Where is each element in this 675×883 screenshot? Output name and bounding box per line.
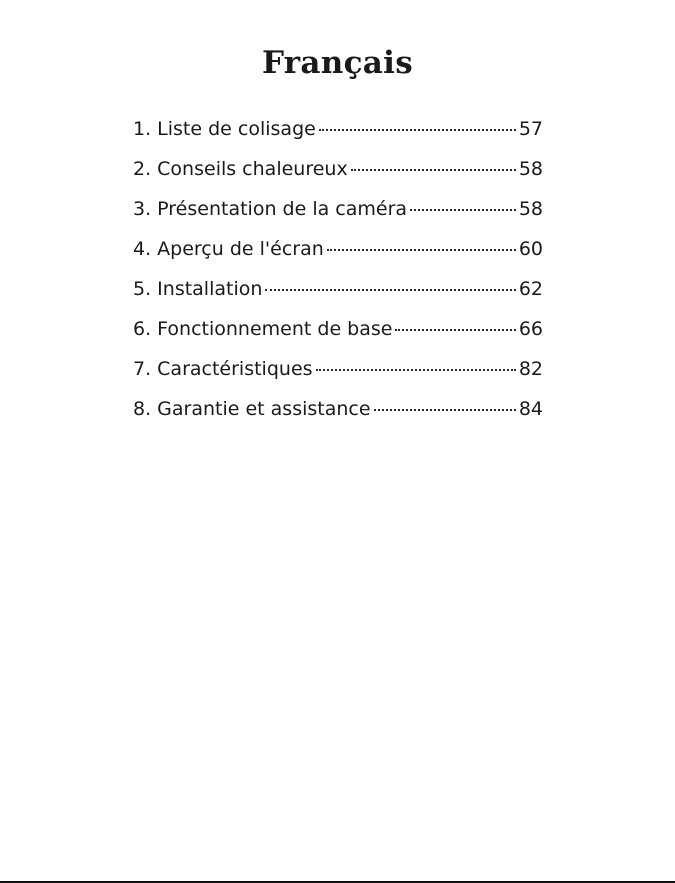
toc-entry-label: 3. Présentation de la caméra	[133, 198, 408, 220]
toc-entry-page-number: 82	[518, 358, 543, 380]
table-of-contents	[133, 118, 543, 438]
toc-entry-page-number: 84	[518, 398, 543, 420]
toc-entry-label: 8. Garantie et assistance	[133, 398, 371, 420]
toc-entry-packing-list	[133, 118, 543, 158]
toc-entry-page-number: 58	[518, 198, 543, 220]
dot-leader	[374, 409, 516, 411]
toc-entry-camera-overview	[133, 198, 543, 238]
dot-leader	[410, 209, 516, 211]
toc-entry-label: 6. Fonctionnement de base	[133, 318, 393, 340]
toc-entry-label: 7. Caractéristiques	[133, 358, 313, 380]
toc-entry-label: 5. Installation	[133, 278, 263, 300]
toc-entry-screen-overview	[133, 238, 543, 278]
toc-entry-label: 1. Liste de colisage	[133, 118, 316, 140]
toc-entry-specifications	[133, 358, 543, 398]
toc-entry-warm-tips	[133, 158, 543, 198]
dot-leader	[319, 129, 516, 131]
dot-leader	[316, 369, 516, 371]
dot-leader	[351, 169, 516, 171]
toc-entry-page-number: 58	[518, 158, 543, 180]
toc-entry-page-number: 60	[518, 238, 543, 260]
toc-entry-page-number: 57	[518, 118, 543, 140]
toc-entry-page-number: 62	[518, 278, 543, 300]
toc-entry-page-number: 66	[518, 318, 543, 340]
dot-leader	[265, 289, 515, 291]
dot-leader	[327, 249, 516, 251]
toc-entry-basic-operation	[133, 318, 543, 358]
dot-leader	[395, 329, 515, 331]
toc-entry-label: 2. Conseils chaleureux	[133, 158, 348, 180]
page-title: Français	[261, 45, 413, 81]
toc-entry-installation	[133, 278, 543, 318]
toc-entry-warranty-support	[133, 398, 543, 438]
toc-entry-label: 4. Aperçu de l'écran	[133, 238, 324, 260]
